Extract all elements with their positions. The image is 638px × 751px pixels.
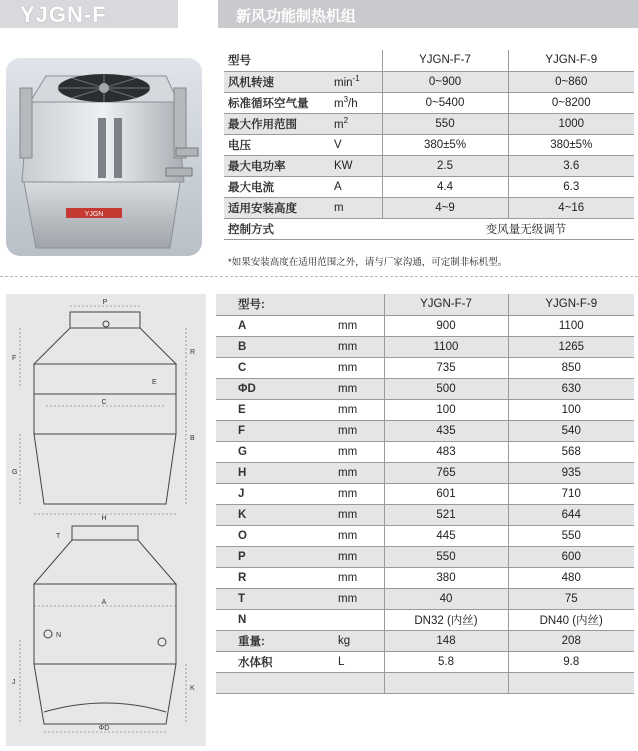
row-value-1: 900	[384, 315, 508, 336]
dim-header-col1: YJGN-F-7	[384, 294, 508, 315]
row-value-1: 521	[384, 504, 508, 525]
row-value-2: 600	[508, 546, 634, 567]
row-label: 电压	[224, 134, 330, 155]
row-unit: $m^3/h$	[330, 92, 382, 113]
row-label: K	[216, 504, 302, 525]
row-unit: mm	[302, 567, 384, 588]
dim-label-a: A	[101, 599, 107, 606]
row-value-1: 500	[384, 378, 508, 399]
row-value-1: 4~9	[382, 197, 508, 218]
row-label: 最大电功率	[224, 155, 330, 176]
table-row	[224, 113, 634, 134]
table-row	[216, 462, 634, 483]
row-value-2: 1100	[508, 315, 634, 336]
dim-label-f: F	[12, 355, 17, 362]
model-title: YJGN-F	[0, 0, 178, 28]
row-value-2: 480	[508, 567, 634, 588]
table-row	[216, 441, 634, 462]
row-label: 最大作用范围	[224, 113, 330, 134]
row-unit: mm	[302, 546, 384, 567]
row-label: 最大电流	[224, 176, 330, 197]
row-unit	[302, 672, 384, 693]
dim-label-n: N	[56, 632, 62, 639]
row-value-1: 380	[384, 567, 508, 588]
table-row	[224, 92, 634, 113]
table-row	[216, 483, 634, 504]
dimension-drawing-svg	[6, 294, 206, 746]
row-label: 水体积	[216, 651, 302, 672]
table-row	[216, 336, 634, 357]
dim-header-row	[216, 294, 634, 315]
section-divider	[0, 276, 638, 277]
table-row	[216, 546, 634, 567]
dim-label-k: K	[190, 685, 195, 692]
row-value-1: 435	[384, 420, 508, 441]
table-row	[216, 378, 634, 399]
row-value-1: 1100	[384, 336, 508, 357]
row-value-1: 550	[382, 113, 508, 134]
row-unit: mm	[302, 462, 384, 483]
row-unit: mm	[302, 378, 384, 399]
row-value-2: 1265	[508, 336, 634, 357]
row-label: B	[216, 336, 302, 357]
row-value-1: 5.8	[384, 651, 508, 672]
row-value-1: 4.4	[382, 176, 508, 197]
row-value-1: 2.5	[382, 155, 508, 176]
row-value-1: 40	[384, 588, 508, 609]
product-photo	[6, 58, 202, 256]
row-value-2: 935	[508, 462, 634, 483]
row-value-2: 644	[508, 504, 634, 525]
row-value-2: 6.3	[508, 176, 634, 197]
row-label: R	[216, 567, 302, 588]
table-row	[224, 134, 634, 155]
row-label: 标准循环空气量	[224, 92, 330, 113]
row-value-2: 710	[508, 483, 634, 504]
row-label: C	[216, 357, 302, 378]
row-label: E	[216, 399, 302, 420]
table-row	[216, 525, 634, 546]
table-row	[216, 357, 634, 378]
table-row	[224, 176, 634, 197]
dim-label-c: C	[101, 399, 107, 406]
row-value-2: 0~860	[508, 71, 634, 92]
table-row	[216, 630, 634, 651]
dimension-table	[216, 294, 634, 694]
dim-label-p: P	[102, 299, 108, 306]
heater-unit-illustration	[6, 58, 202, 256]
row-label	[216, 672, 302, 693]
row-unit: mm	[302, 399, 384, 420]
row-label: 风机转速	[224, 71, 330, 92]
row-value-2: 100	[508, 399, 634, 420]
spec-table	[224, 50, 634, 240]
row-unit: mm	[302, 483, 384, 504]
row-unit	[302, 609, 384, 630]
row-label: N	[216, 609, 302, 630]
row-unit: $\min^{-1}$	[330, 71, 382, 92]
row-label: F	[216, 420, 302, 441]
table-row	[224, 71, 634, 92]
row-unit: mm	[302, 441, 384, 462]
row-value-1: 550	[384, 546, 508, 567]
row-value-1: 148	[384, 630, 508, 651]
row-unit: L	[302, 651, 384, 672]
install-note: *如果安装高度在适用范围之外，请与厂家沟通，可定制非标机型。	[228, 257, 508, 268]
row-unit: KW	[330, 155, 382, 176]
row-label: ΦD	[216, 378, 302, 399]
table-row	[216, 609, 634, 630]
row-value-1: 380±5%	[382, 134, 508, 155]
table-row	[216, 672, 634, 693]
row-label: A	[216, 315, 302, 336]
row-unit: V	[330, 134, 382, 155]
row-value-2: 540	[508, 420, 634, 441]
dim-label-r: R	[190, 349, 196, 356]
row-value-2	[508, 672, 634, 693]
dim-label-j: J	[12, 679, 16, 686]
row-unit: mm	[302, 525, 384, 546]
fan-hub	[99, 83, 109, 93]
row-unit: $m^2$	[330, 113, 382, 134]
row-value-2: DN40 (内丝)	[508, 609, 634, 630]
row-value-2: 850	[508, 357, 634, 378]
row-value-2: 550	[508, 525, 634, 546]
product-subtitle: 新风功能制热机组	[218, 0, 638, 28]
row-value-1: 0~900	[382, 71, 508, 92]
row-value-2: 1000	[508, 113, 634, 134]
row-value-2: 9.8	[508, 651, 634, 672]
row-label: T	[216, 588, 302, 609]
row-value-1	[384, 672, 508, 693]
row-value-1: 601	[384, 483, 508, 504]
dim-header-label: 型号:	[216, 294, 302, 315]
row-value-1: DN32 (内丝)	[384, 609, 508, 630]
row-value-1: 100	[384, 399, 508, 420]
row-value-2: 568	[508, 441, 634, 462]
row-label: 重量:	[216, 630, 302, 651]
control-label: 控制方式	[224, 218, 330, 239]
row-label: 适用安装高度	[224, 197, 330, 218]
spec-header-label: 型号	[224, 50, 330, 71]
row-value-1: 483	[384, 441, 508, 462]
brand-plate-text: YJGN	[84, 211, 104, 218]
row-label: P	[216, 546, 302, 567]
row-value-2: 0~8200	[508, 92, 634, 113]
dim-label-e: E	[152, 379, 157, 386]
pipe-connector-top	[176, 148, 198, 156]
table-row	[216, 420, 634, 441]
row-unit: mm	[302, 315, 384, 336]
table-row	[216, 567, 634, 588]
row-value-2: 75	[508, 588, 634, 609]
row-unit: A	[330, 176, 382, 197]
row-unit: mm	[302, 588, 384, 609]
row-value-1: 445	[384, 525, 508, 546]
row-unit: mm	[302, 336, 384, 357]
row-value-2: 4~16	[508, 197, 634, 218]
row-unit: mm	[302, 357, 384, 378]
row-value-2: 3.6	[508, 155, 634, 176]
row-value-1: 735	[384, 357, 508, 378]
control-value: 变风量无级调节	[382, 218, 634, 239]
dim-header-col2: YJGN-F-9	[508, 294, 634, 315]
table-row	[216, 315, 634, 336]
row-unit: m	[330, 197, 382, 218]
dim-label-t: T	[56, 533, 61, 540]
row-value-2: 630	[508, 378, 634, 399]
row-label: J	[216, 483, 302, 504]
row-label: O	[216, 525, 302, 546]
spec-header-col1: YJGN-F-7	[382, 50, 508, 71]
control-row	[224, 218, 634, 239]
table-row	[216, 399, 634, 420]
dim-label-b: B	[190, 435, 195, 442]
row-label: H	[216, 462, 302, 483]
row-value-2: 380±5%	[508, 134, 634, 155]
table-row	[224, 155, 634, 176]
table-row	[224, 197, 634, 218]
row-unit: kg	[302, 630, 384, 651]
dim-label-od: ΦD	[98, 725, 110, 732]
row-value-1: 0~5400	[382, 92, 508, 113]
spec-header-row	[224, 50, 634, 71]
spec-header-col2: YJGN-F-9	[508, 50, 634, 71]
table-row	[216, 588, 634, 609]
row-unit: mm	[302, 504, 384, 525]
table-row	[216, 504, 634, 525]
row-unit: mm	[302, 420, 384, 441]
row-label: G	[216, 441, 302, 462]
row-value-2: 208	[508, 630, 634, 651]
dimension-drawing	[6, 294, 206, 746]
row-value-1: 765	[384, 462, 508, 483]
table-row	[216, 651, 634, 672]
dim-label-h: H	[101, 515, 107, 522]
dim-label-g: G	[12, 469, 18, 476]
pipe-connector-bottom	[166, 168, 192, 176]
